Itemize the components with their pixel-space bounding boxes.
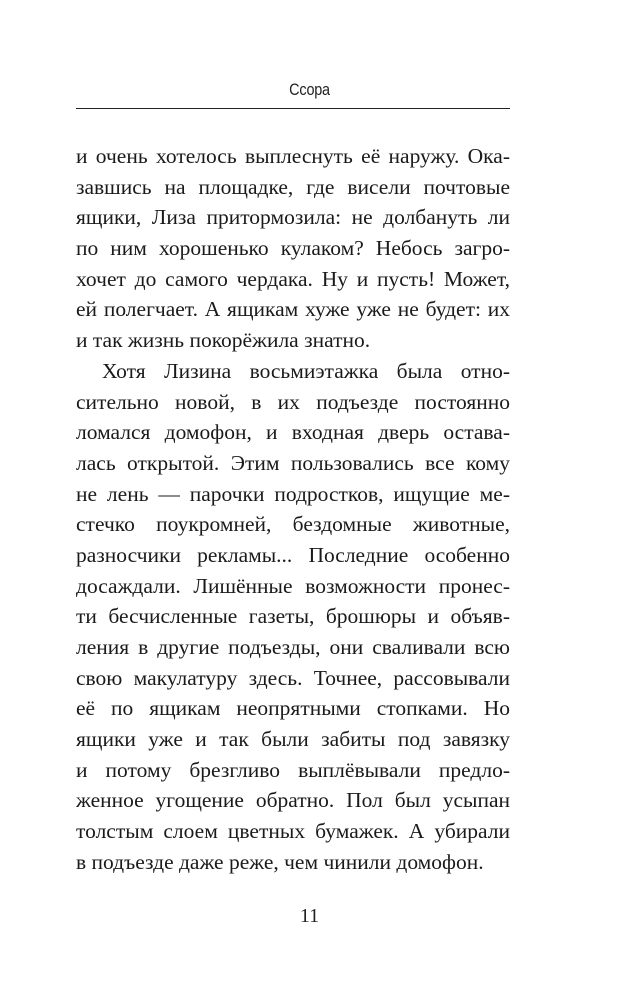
text-line: свою макулатуру здесь. Точнее, рассовывали bbox=[76, 665, 510, 690]
text-line: лась открытой. Этим пользовались все кому bbox=[76, 450, 510, 475]
text-line: сительно новой, в их подъезде постоянно bbox=[76, 389, 510, 414]
text-line: ломался домофон, и входная дверь остава- bbox=[76, 420, 510, 445]
text-line: и очень хотелось выплеснуть её наружу. Ока- bbox=[76, 144, 510, 168]
text-line: женное угощение обратно. Пол был усыпан bbox=[76, 788, 510, 813]
text-line: ти бесчисленные газеты, брошюры и объяв- bbox=[76, 604, 510, 629]
text-line: в подъезде даже реже, чем чинили домофон. bbox=[76, 849, 484, 874]
text-line: и так жизнь покорёжила знатно. bbox=[76, 328, 371, 353]
text-line: стечко поукромней, бездомные животные, bbox=[76, 512, 510, 537]
text-line: хочет до самого чердака. Ну и пусть! Может, bbox=[76, 266, 510, 291]
text-line: досаждали. Лишённые возможности пронес- bbox=[76, 573, 510, 598]
body-text bbox=[76, 141, 510, 878]
page-number: 11 bbox=[299, 905, 320, 927]
text-line: разносчики рекламы... Последние особенно bbox=[76, 542, 510, 567]
text-line: ей полегчает. А ящикам хуже уже не будет: их bbox=[76, 297, 510, 322]
text-line: не лень — парочки подростков, ищущие ме- bbox=[76, 481, 510, 506]
text-line: ящики уже и так были забиты под завязку bbox=[76, 727, 510, 752]
text-line: ящики, Лиза притормозила: не долбануть ли bbox=[76, 205, 510, 230]
text-line: завшись на площадке, где висели почтовые bbox=[76, 174, 510, 199]
running-head: Ссора bbox=[289, 80, 330, 99]
text-line: толстым слоем цветных бумажек. А убирали bbox=[76, 819, 510, 844]
text-line: по ним хорошенько кулаком? Небось загро- bbox=[76, 236, 510, 261]
text-line: ления в другие подъезды, они сваливали всю bbox=[76, 635, 510, 659]
header-rule bbox=[76, 108, 510, 109]
text-line: и потому брезгливо выплёвывали предло- bbox=[76, 757, 510, 782]
text-line: её по ящикам неопрятными стопками. Но bbox=[76, 696, 510, 721]
text-line: Хотя Лизина восьмиэтажка была отно- bbox=[102, 358, 510, 383]
